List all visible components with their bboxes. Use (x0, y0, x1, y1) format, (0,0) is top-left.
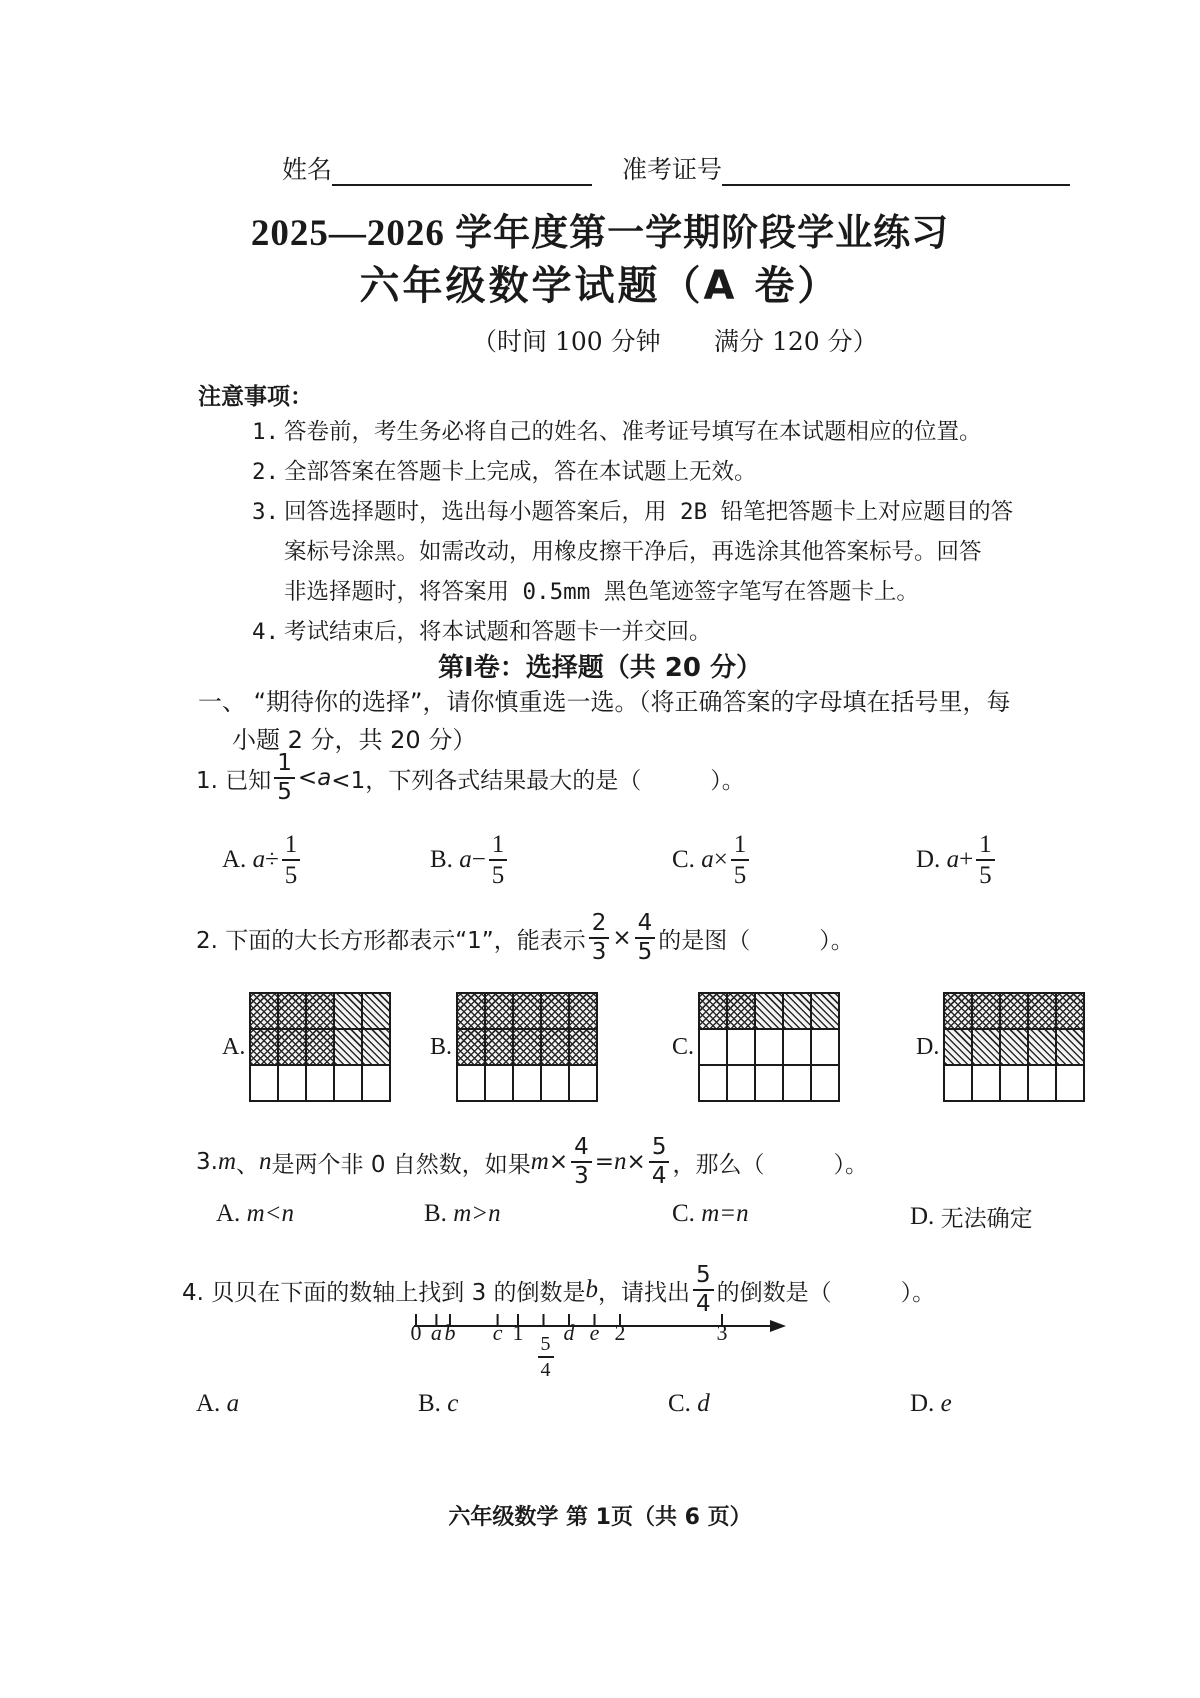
q1-var: a (317, 765, 332, 791)
grid-cell (811, 1029, 839, 1065)
question-3 (196, 1136, 868, 1188)
grid-cell (334, 993, 362, 1029)
option-fraction (731, 832, 750, 888)
option-letter: D. (910, 1202, 935, 1230)
option-letter: A. (222, 1033, 246, 1060)
fraction-denominator: 3 (574, 1163, 589, 1189)
fraction-denominator: 3 (591, 939, 607, 965)
grid-cell (1000, 993, 1028, 1029)
grid-cell (783, 1065, 811, 1101)
q3-equals: = (594, 1149, 615, 1175)
option-text: m<n (246, 1200, 294, 1227)
fraction-denominator: 5 (637, 939, 653, 965)
number-line-label: b (444, 1320, 456, 1345)
fraction-numerator: 1 (489, 832, 508, 861)
q3-text: 是两个非 0 自然数，如果 (271, 1151, 531, 1178)
notice-text: 全部答案在答题卡上完成，答在本试题上无效。 (284, 459, 757, 485)
q3-var-n: n (259, 1148, 272, 1175)
q1-option-d[interactable] (916, 832, 998, 888)
notice-text: 答卷前，考生务必将自己的姓名、准考证号填写在本试题相应的位置。 (284, 419, 982, 445)
q2-option-c[interactable] (672, 992, 840, 1102)
grid-cell (699, 993, 727, 1029)
option-letter: C. (668, 1390, 691, 1417)
q3-var-m: m (217, 1148, 237, 1175)
number-line (400, 1306, 800, 1386)
q2-times: × (612, 925, 632, 951)
option-var: a (459, 846, 472, 873)
grid-cell (362, 1029, 390, 1065)
q3-times: × (548, 1149, 569, 1175)
option-var: a (701, 846, 714, 873)
notice-item (252, 452, 1112, 492)
grid-cell (1056, 1065, 1084, 1101)
grid-cell (1000, 1029, 1028, 1065)
grid-cell (811, 1065, 839, 1101)
fraction-denominator: 5 (979, 862, 992, 889)
grid-cell (278, 993, 306, 1029)
number-line-label: 2 (614, 1320, 626, 1345)
grid-cell (727, 1029, 755, 1065)
option-letter: D. (910, 1390, 935, 1417)
fraction-numerator: 4 (571, 1136, 592, 1163)
q4-option-c[interactable] (668, 1390, 710, 1418)
option-text: 无法确定 (940, 1206, 1033, 1232)
grid-cell (569, 1029, 597, 1065)
option-operator: + (959, 846, 974, 873)
grid-cell (541, 993, 569, 1029)
q2-fraction-2 (635, 912, 656, 964)
option-letter: C. (672, 1033, 695, 1060)
grid-cell (755, 1065, 783, 1101)
grid-cell (278, 1029, 306, 1065)
part-one-line: 小题 2 分，共 20 分） (232, 726, 477, 754)
q3-tail: ，那么（ ）。 (672, 1151, 868, 1178)
option-letter: D. (916, 846, 941, 873)
grid-cell (513, 993, 541, 1029)
q4-mid: ，请找出 (598, 1279, 691, 1306)
option-text: c (447, 1390, 459, 1417)
grid-cell (1000, 1065, 1028, 1101)
q3-option-d[interactable] (910, 1200, 1033, 1233)
fraction-numerator: 1 (731, 832, 750, 861)
grid-cell (1028, 1065, 1056, 1101)
fraction-numerator: 2 (589, 912, 610, 939)
option-letter: C. (672, 1200, 695, 1227)
grid-cell (972, 1065, 1000, 1101)
grid-cell (541, 1029, 569, 1065)
q1-option-a[interactable] (222, 832, 303, 888)
grid-cell (1028, 1029, 1056, 1065)
page-footer: 六年级数学 第 1页（共 6 页） (448, 1505, 752, 1530)
grid-cell (569, 993, 597, 1029)
q4-option-d[interactable] (910, 1390, 952, 1418)
option-text: m>n (453, 1200, 501, 1227)
exam-id-label: 准考证号 (622, 155, 723, 184)
notice-item (252, 612, 1112, 652)
q3-prefix: 3. (196, 1149, 218, 1175)
option-var: a (946, 846, 960, 873)
fraction-denominator: 5 (284, 862, 298, 889)
option-text: d (697, 1390, 710, 1417)
fraction-denominator: 4 (696, 1291, 711, 1317)
grid-cell (972, 1029, 1000, 1065)
q2-option-b[interactable] (430, 992, 598, 1102)
grid-cell (513, 1029, 541, 1065)
grid-cell (278, 1065, 306, 1101)
fraction-denominator: 4 (651, 1163, 667, 1189)
q3-eq-m: m (530, 1148, 549, 1175)
grid-cell (485, 1029, 513, 1065)
shaded-rectangle-figure (943, 992, 1085, 1102)
q4-tail: 的倒数是（ ）。 (716, 1279, 936, 1306)
q3-times: × (626, 1149, 646, 1175)
option-letter: B. (424, 1200, 447, 1227)
grid-cell (755, 1029, 783, 1065)
grid-cell (944, 1065, 972, 1101)
notice-number: 1. (252, 419, 280, 445)
grid-cell (727, 993, 755, 1029)
q4-prefix: 4. 贝贝在下面的数轴上找到 3 的倒数是 (182, 1279, 586, 1306)
number-line-label: 0 (410, 1320, 422, 1345)
q3-option-a[interactable] (216, 1200, 294, 1228)
grid-cell (306, 1065, 334, 1101)
number-line-fraction-label (538, 1334, 554, 1380)
notice-list (252, 412, 1112, 652)
option-text: e (940, 1390, 952, 1417)
q3-option-c[interactable] (672, 1200, 749, 1228)
grid-cell (811, 993, 839, 1029)
grid-cell (362, 993, 390, 1029)
shaded-rectangle-figure (249, 992, 391, 1102)
number-line-label: a (430, 1320, 442, 1345)
q1-tail: <1，下列各式结果最大的是（ ）。 (331, 767, 745, 794)
option-letter: A. (222, 846, 247, 873)
q2-option-a[interactable] (222, 992, 391, 1102)
q4-option-b[interactable] (418, 1390, 458, 1418)
name-blank (332, 160, 592, 186)
grid-cell (334, 1029, 362, 1065)
option-var: a (252, 846, 266, 873)
q4-option-a[interactable] (196, 1390, 239, 1418)
part-one-line: 一、 “期待你的选择”，请你慎重选一选。（将正确答案的字母填在括号里，每 (198, 688, 1011, 716)
exam-id-blank (722, 160, 1070, 186)
option-text: m=n (701, 1200, 749, 1227)
fraction-denominator: 4 (540, 1359, 551, 1381)
grid-cell (513, 1065, 541, 1101)
option-fraction (976, 832, 995, 888)
grid-cell (457, 1065, 485, 1101)
fraction-numerator: 1 (976, 832, 995, 861)
grid-cell (362, 1065, 390, 1101)
fraction-numerator: 5 (649, 1136, 670, 1163)
exam-title: 2025—2026 学年度第一学期阶段学业练习 (250, 213, 950, 254)
grid-cell (306, 993, 334, 1029)
option-letter: A. (216, 1200, 241, 1227)
notice-item (252, 492, 1112, 612)
fraction-denominator: 5 (733, 862, 747, 889)
option-letter: A. (196, 1390, 221, 1417)
fraction-denominator: 5 (277, 779, 292, 805)
fraction-numerator: 4 (635, 912, 656, 939)
name-field (282, 150, 592, 186)
q3-fraction-2 (649, 1136, 670, 1188)
grid-cell (944, 993, 972, 1029)
grid-cell (569, 1065, 597, 1101)
notice-item (252, 412, 1112, 452)
q1-lt: < (297, 765, 318, 791)
q2-option-d[interactable] (916, 992, 1085, 1102)
shaded-rectangle-figure (698, 992, 840, 1102)
grid-cell (699, 1029, 727, 1065)
grid-cell (541, 1065, 569, 1101)
grid-cell (250, 1029, 278, 1065)
notice-heading: 注意事项： (198, 384, 313, 410)
option-letter: B. (430, 846, 453, 873)
grid-cell (1056, 1029, 1084, 1065)
q3-sep: 、 (236, 1151, 260, 1178)
grid-cell (1056, 993, 1084, 1029)
grid-cell (1028, 993, 1056, 1029)
grid-cell (755, 993, 783, 1029)
shaded-rectangle-figure (456, 992, 598, 1102)
section-title: 第Ⅰ卷：选择题（共 20 分） (438, 653, 762, 683)
grid-cell (783, 1029, 811, 1065)
fraction-numerator: 5 (538, 1334, 554, 1358)
option-fraction (282, 832, 301, 888)
fraction-denominator: 5 (491, 862, 505, 889)
q2-fraction-1 (589, 912, 610, 964)
number-line-label: e (589, 1320, 600, 1345)
question-1 (196, 752, 745, 804)
notice-number: 3. (252, 499, 280, 525)
option-text: a (226, 1390, 240, 1417)
grid-cell (457, 1029, 485, 1065)
q4-var-b: b (585, 1276, 599, 1303)
option-letter: C. (672, 846, 695, 873)
grid-cell (727, 1065, 755, 1101)
number-line-label: d (563, 1320, 575, 1345)
q1-option-b[interactable] (430, 832, 510, 888)
q3-option-b[interactable] (424, 1200, 501, 1228)
notice-number: 2. (252, 459, 280, 485)
notice-text: 案标号涂黑。如需改动，用橡皮擦干净后，再选涂其他答案标号。回答 (284, 539, 982, 565)
q3-fraction-1 (571, 1136, 592, 1188)
q1-fraction (274, 752, 295, 804)
grid-cell (334, 1065, 362, 1101)
grid-cell (485, 1065, 513, 1101)
option-operator: ÷ (265, 846, 279, 873)
grid-cell (457, 993, 485, 1029)
name-label: 姓名 (282, 155, 333, 184)
grid-cell (306, 1029, 334, 1065)
notice-number: 4. (252, 619, 280, 645)
q3-eq-n: n (614, 1148, 627, 1175)
notice-text: 考试结束后，将本试题和答题卡一并交回。 (284, 619, 712, 645)
grid-cell (250, 1065, 278, 1101)
option-operator: − (471, 846, 486, 873)
number-line-label: c (492, 1320, 503, 1345)
option-letter: D. (916, 1033, 940, 1060)
q2-prefix: 2. 下面的大长方形都表示“1”，能表示 (196, 927, 586, 954)
exam-id-field (622, 150, 1070, 186)
q2-tail: 的是图（ ）。 (658, 927, 854, 954)
notice-text: 非选择题时，将答案用 0.5mm 黑色笔迹签字笔写在答题卡上。 (284, 579, 919, 605)
notice-text: 回答选择题时，选出每小题答案后，用 2B 铅笔把答题卡上对应题目的答 (284, 499, 1014, 525)
fraction-numerator: 5 (693, 1264, 714, 1291)
score-info: 满分 120 分） (714, 327, 878, 356)
fraction-numerator: 1 (282, 832, 301, 861)
grid-cell (699, 1065, 727, 1101)
time-info: （时间 100 分钟 (472, 327, 661, 356)
option-letter: B. (430, 1033, 453, 1060)
q1-prefix: 1. 已知 (196, 767, 272, 794)
exam-subtitle: 六年级数学试题（A 卷） (359, 263, 841, 309)
question-2 (196, 912, 854, 964)
grid-cell (972, 993, 1000, 1029)
grid-cell (250, 993, 278, 1029)
grid-cell (485, 993, 513, 1029)
fraction-numerator: 1 (274, 752, 295, 779)
option-operator: × (713, 846, 728, 873)
option-fraction (489, 832, 508, 888)
grid-cell (783, 993, 811, 1029)
part-one-heading (198, 683, 1098, 759)
number-line-label: 1 (512, 1320, 524, 1345)
q1-option-c[interactable] (672, 832, 752, 888)
number-line-label: 3 (716, 1320, 728, 1345)
option-letter: B. (418, 1390, 441, 1417)
grid-cell (944, 1029, 972, 1065)
